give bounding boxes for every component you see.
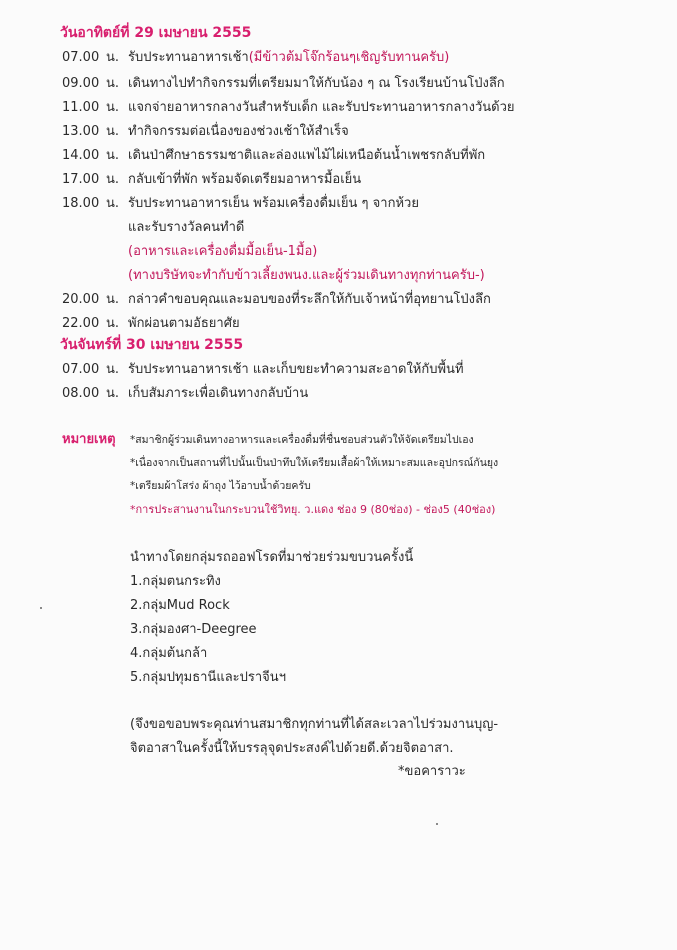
day2-heading: วันจันทร์ที่ 30 เมษายน 2555 bbox=[60, 337, 244, 353]
schedule-unit: น. bbox=[106, 172, 120, 187]
schedule-unit: น. bbox=[106, 76, 120, 91]
schedule-text: เดินป่าศึกษาธรรมชาติและล่องแพไม้ไผ่เหนือต้นน้ำเพชรกลับที่พัก bbox=[128, 148, 486, 163]
schedule-time: 17.00 bbox=[62, 172, 100, 187]
notes-label: หมายเหตุ bbox=[62, 432, 116, 447]
schedule-row bbox=[62, 72, 505, 93]
schedule-time: 18.00 bbox=[62, 196, 100, 211]
schedule-row bbox=[62, 96, 514, 117]
schedule-time: 11.00 bbox=[62, 100, 100, 115]
group-item: 1.กลุ่มตนกระทิง bbox=[130, 574, 221, 589]
schedule-row bbox=[62, 144, 485, 165]
scan-speck bbox=[40, 607, 42, 609]
schedule-text: แจกจ่ายอาหารกลางวันสำหรับเด็ก และรับประทานอาหารกลางวันด้วย bbox=[128, 100, 515, 115]
schedule-row bbox=[62, 312, 240, 333]
schedule-time: 07.00 bbox=[62, 50, 100, 65]
schedule-time: 20.00 bbox=[62, 292, 100, 307]
schedule-text: กล่าวคำขอบคุณและมอบของที่ระลึกให้กับเจ้าหน้าที่อุทยานโป่งลึก bbox=[128, 292, 491, 307]
schedule-time: 08.00 bbox=[62, 386, 100, 401]
schedule-unit: น. bbox=[106, 362, 120, 377]
schedule-unit: น. bbox=[106, 316, 120, 331]
schedule-unit: น. bbox=[106, 148, 120, 163]
closing-line: จิตอาสาในครั้งนี้ให้บรรลุจุดประสงค์ไปด้วยดี.ด้วยจิตอาสา. bbox=[130, 741, 454, 756]
schedule-text: พักผ่อนตามอัธยาศัย bbox=[128, 316, 240, 331]
schedule-row bbox=[62, 382, 308, 403]
schedule-time: 14.00 bbox=[62, 148, 100, 163]
schedule-unit: น. bbox=[106, 100, 120, 115]
note-item: *เตรียมผ้าโสร่ง ผ้าถุง ไว้อาบน้ำด้วยครับ bbox=[130, 480, 311, 492]
schedule-text: รับประทานอาหารเช้า bbox=[128, 50, 249, 65]
schedule-text: เดินทางไปทำกิจกรรมที่เตรียมมาให้กับน้อง ๆ ณ โรงเรียนบ้านโป่งลึก bbox=[128, 76, 505, 91]
groups-intro: นำทางโดยกลุ่มรถออฟโรดที่มาช่วยร่วมขบวนครั้งนี้ bbox=[130, 550, 414, 565]
schedule-row bbox=[62, 46, 449, 67]
schedule-time: 13.00 bbox=[62, 124, 100, 139]
group-item: 4.กลุ่มต้นกล้า bbox=[130, 646, 208, 661]
closing-line: (จึงขอขอบพระคุณท่านสมาชิกทุกท่านที่ได้สละเวลาไปร่วมงานบุญ- bbox=[130, 717, 499, 732]
schedule-highlight: (มีข้าวต้มโจ๊กร้อนๆเชิญรับทานครับ) bbox=[248, 50, 450, 65]
schedule-text: กลับเข้าที่พัก พร้อมจัดเตรียมอาหารมื้อเย็น bbox=[128, 172, 362, 187]
schedule-continuation-meal: (อาหารและเครื่องดื่มมื้อเย็น-1มื้อ) bbox=[128, 244, 318, 259]
schedule-unit: น. bbox=[106, 124, 120, 139]
schedule-text: ทำกิจกรรมต่อเนื่องของช่วงเช้าให้สำเร็จ bbox=[128, 124, 349, 139]
schedule-time: 22.00 bbox=[62, 316, 100, 331]
group-item: 2.กลุ่มMud Rock bbox=[130, 598, 230, 613]
schedule-unit: น. bbox=[106, 292, 120, 307]
schedule-text: รับประทานอาหารเช้า และเก็บขยะทำความสะอาดให้กับพื้นที่ bbox=[128, 362, 464, 377]
schedule-unit: น. bbox=[106, 386, 120, 401]
note-radio: *การประสานงานในกระบวนใช้วิทยุ. ว.แดง ช่อง 9 (80ช่อง) - ช่อง5 (40ช่อง) bbox=[130, 503, 496, 516]
schedule-row bbox=[62, 192, 419, 213]
day1-heading: วันอาทิตย์ที่ 29 เมษายน 2555 bbox=[60, 25, 252, 41]
closing-sign: *ขอคาราวะ bbox=[398, 764, 466, 779]
schedule-text: เก็บสัมภาระเพื่อเดินทางกลับบ้าน bbox=[128, 386, 309, 401]
note-item: *สมาชิกผู้ร่วมเดินทางอาหารและเครื่องดื่มที่ชื่นชอบส่วนตัวให้จัดเตรียมไปเอง bbox=[130, 434, 474, 446]
schedule-continuation: และรับรางวัลคนทำดี bbox=[128, 220, 245, 235]
note-item: *เนื่องจากเป็นสถานที่ไปนั้นเป็นป่าทึบให้เตรียมเสื้อผ้าให้เหมาะสมและอุปกรณ์กันยุง bbox=[130, 457, 499, 469]
schedule-row bbox=[62, 358, 464, 379]
scan-speck bbox=[436, 823, 438, 825]
schedule-text: รับประทานอาหารเย็น พร้อมเครื่องดื่มเย็น ๆ จากห้วย bbox=[128, 196, 419, 211]
group-item: 3.กลุ่มองศา-Deegree bbox=[130, 622, 257, 637]
schedule-time: 09.00 bbox=[62, 76, 100, 91]
schedule-continuation-note: (ทางบริษัทจะทำกับข้าวเลี้ยงพนง.และผู้ร่วมเดินทางทุกท่านครับ-) bbox=[128, 268, 485, 283]
schedule-unit: น. bbox=[106, 50, 120, 65]
schedule-row bbox=[62, 168, 361, 189]
schedule-time: 07.00 bbox=[62, 362, 100, 377]
schedule-row bbox=[62, 288, 491, 309]
group-item: 5.กลุ่มปทุมธานีและปราจีนฯ bbox=[130, 670, 286, 685]
schedule-row bbox=[62, 120, 349, 141]
schedule-unit: น. bbox=[106, 196, 120, 211]
